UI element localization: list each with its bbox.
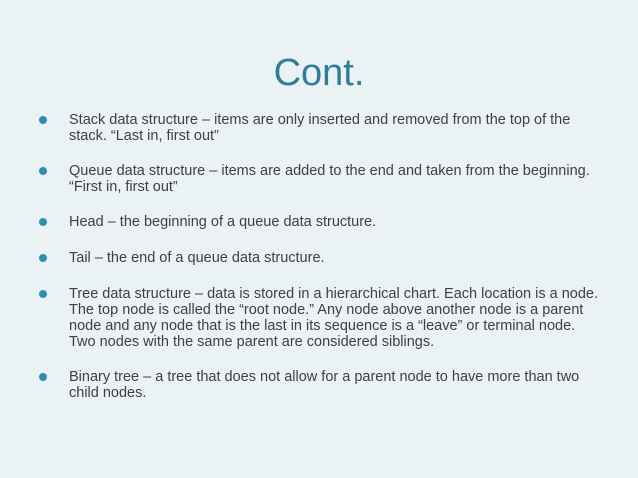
bullet-text: Stack data structure – items are only inserted and removed from the top of the stack. “Last in, first out” <box>69 112 571 144</box>
slide-title: Cont. <box>273 52 365 94</box>
bullet-dot-icon <box>39 290 47 298</box>
bullet-item-head <box>39 214 604 230</box>
bullet-list <box>39 112 604 401</box>
bullet-dot-icon <box>39 167 47 175</box>
bullet-dot-icon <box>39 373 47 381</box>
bullet-dot-icon <box>39 254 47 262</box>
bullet-text: Queue data structure – items are added to the end and taken from the beginning. “First in, first out” <box>69 163 590 195</box>
bullet-text: Binary tree – a tree that does not allow for a parent node to have more than two child nodes. <box>69 369 580 401</box>
bullet-text: Tree data structure – data is stored in a hierarchical chart. Each location is a node. The top node is called the “root node.” Any node above another node is a parent node and any node that is the last in its sequence is a “leave” or terminal node. Two nodes with the same parent are considered siblings. <box>69 286 598 350</box>
bullet-text: Tail – the end of a queue data structure. <box>69 250 325 266</box>
bullet-item-binary-tree <box>39 369 604 401</box>
bullet-text: Head – the beginning of a queue data structure. <box>69 214 377 230</box>
bullet-dot-icon <box>39 116 47 124</box>
bullet-item-tree <box>39 286 604 350</box>
bullet-item-stack <box>39 112 604 144</box>
bullet-item-queue <box>39 163 604 195</box>
bullet-dot-icon <box>39 218 47 226</box>
bullet-item-tail <box>39 250 604 266</box>
